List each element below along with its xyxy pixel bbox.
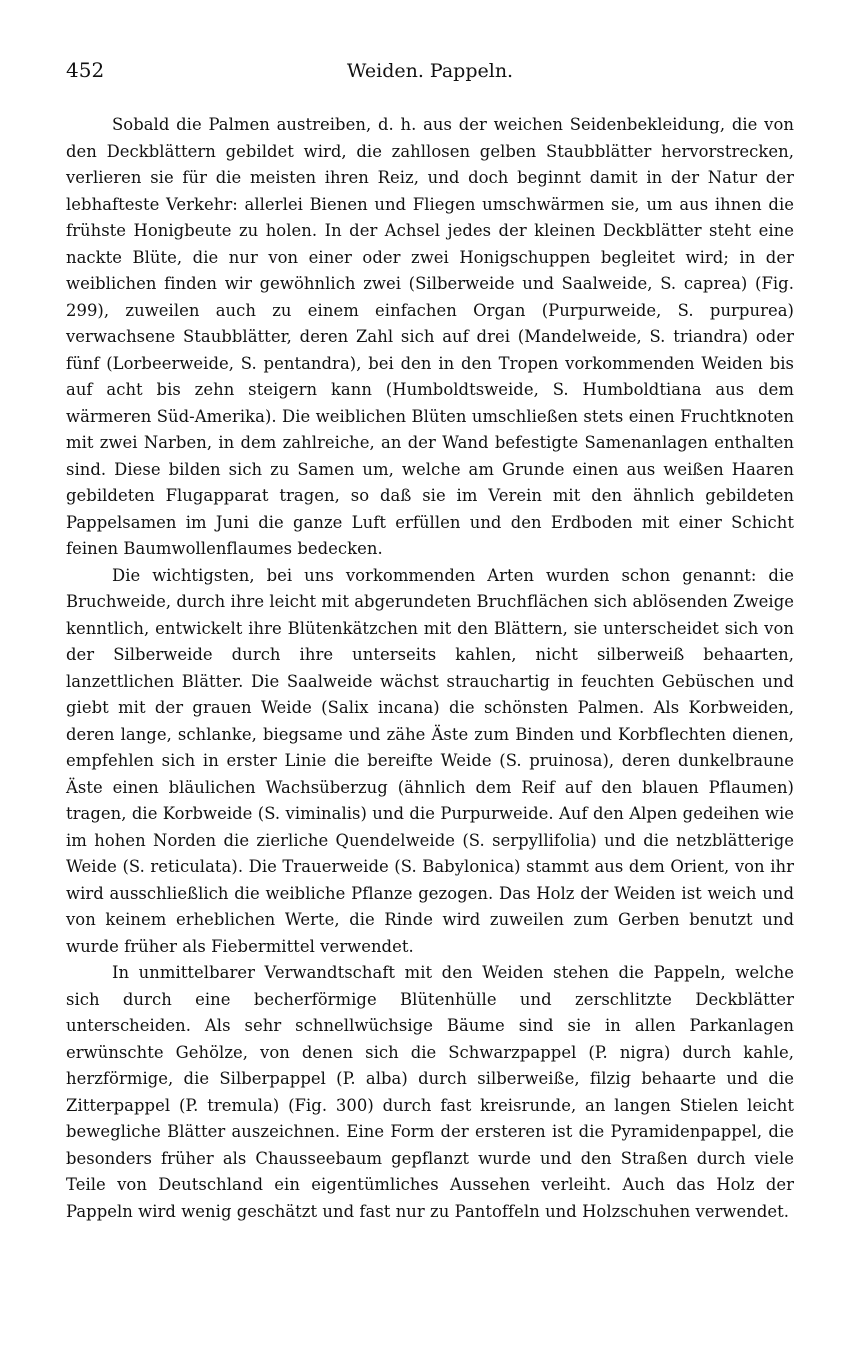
text-body	[66, 112, 794, 1225]
paragraph-pappeln: In unmittelbarer Verwandtschaft mit den Weiden stehen die Pappeln, welche sich durch eine becherförmige Blütenhülle und zerschlitzte Deckblätter unterscheiden. Als sehr schnellwüchsige Bäume sind sie in allen Parkanlagen erwünschte Gehölze, von denen sich die Schwarzpappel (P. nigra) durch kahle, herzförmige, die Silberpappel (P. alba) durch silberweiße, filzig behaarte und die Zitterpappel (P. tremula) (Fig. 300) durch fast kreisrunde, an langen Stielen leicht bewegliche Blätter auszeichnen. Eine Form der ersteren ist die Pyramidenpappel, die besonders früher als Chausseebaum gepflanzt wurde und den Straßen durch viele Teile von Deutschland ein eigentümliches Aussehen verleiht. Auch das Holz der Pappeln wird wenig geschätzt und fast nur zu Pantoffeln und Holzschuhen verwendet.	[66, 963, 794, 1221]
page-number: 452	[66, 58, 105, 82]
page-header	[66, 58, 794, 88]
running-title: Weiden. Pappeln.	[346, 60, 514, 82]
book-page	[66, 58, 794, 1225]
paragraph-palmen: Sobald die Palmen austreiben, d. h. aus der weichen Seidenbekleidung, die von den Deckblättern gebildet wird, die zahllosen gelben Staubblätter hervorstrecken, verlieren sie für die meisten ihren Reiz, und doch beginnt damit in der Natur der lebhafteste Verkehr: allerlei Bienen und Fliegen umschwärmen sie, um aus ihnen die frühste Honigbeute zu holen. In der Achsel jedes der kleinen Deckblätter steht eine nackte Blüte, die nur von einer oder zwei Honigschuppen begleitet wird; in der weiblichen finden wir gewöhnlich zwei (Silberweide und Saalweide, S. caprea) (Fig. 299), zuweilen auch zu einem einfachen Organ (Purpurweide, S. purpurea) verwachsene Staubblätter, deren Zahl sich auf drei (Mandelweide, S. triandra) oder fünf (Lorbeerweide, S. pentandra), bei den in den Tropen vorkommenden Weiden bis auf acht bis zehn steigern kann (Humboldtsweide, S. Humboldtiana aus dem wärmeren Süd-Amerika). Die weiblichen Blüten umschließen stets einen Fruchtknoten mit zwei Narben, in dem zahlreiche, an der Wand befestigte Samenanlagen enthalten sind. Diese bilden sich zu Samen um, welche am Grunde einen aus weißen Haaren gebildeten Flugapparat tragen, so daß sie im Verein mit den ähnlich gebildeten Pappelsamen im Juni die ganze Luft erfüllen und den Erdboden mit einer Schicht feinen Baumwollenflaumes bedecken.	[66, 115, 794, 558]
paragraph-arten: Die wichtigsten, bei uns vorkommenden Arten wurden schon genannt: die Bruchweide, durch ihre leicht mit abgerundeten Bruchflächen sich ablösenden Zweige kenntlich, entwickelt ihre Blütenkätzchen mit den Blättern, sie unterscheidet sich von der Silberweide durch ihre unterseits kahlen, nicht silberweiß behaarten, lanzettlichen Blätter. Die Saalweide wächst strauchartig in feuchten Gebüschen und giebt mit der grauen Weide (Salix incana) die schönsten Palmen. Als Korbweiden, deren lange, schlanke, biegsame und zähe Äste zum Binden und Korbflechten dienen, empfehlen sich in erster Linie die bereifte Weide (S. pruinosa), deren dunkelbraune Äste einen bläulichen Wachsüberzug (ähnlich dem Reif auf den blauen Pflaumen) tragen, die Korbweide (S. viminalis) und die Purpurweide. Auf den Alpen gedeihen wie im hohen Norden die zierliche Quendelweide (S. serpyllifolia) und die netzblätterige Weide (S. reticulata). Die Trauerweide (S. Babylonica) stammt aus dem Orient, von ihr wird ausschließlich die weibliche Pflanze gezogen. Das Holz der Weiden ist weich und von keinem erheblichen Werte, die Rinde wird zuweilen zum Gerben benutzt und wurde früher als Fiebermittel verwendet.	[66, 565, 794, 956]
